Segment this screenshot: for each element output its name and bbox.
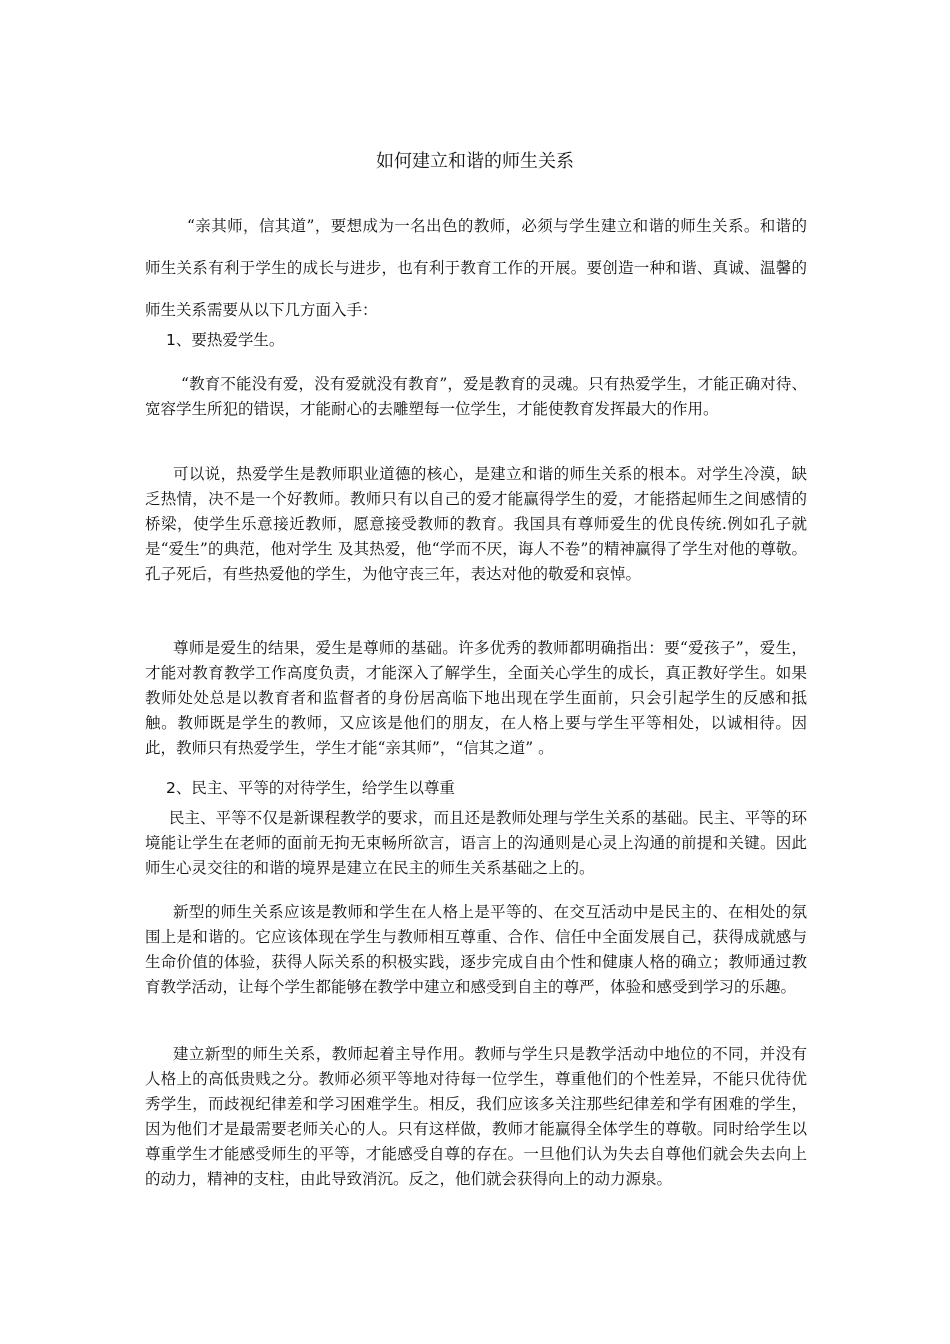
section-1-paragraph-2: 可以说，热爱学生是教师职业道德的核心，是建立和谐的师生关系的根本。对学生冷漠，缺乏热情，决不是一个好教师。教师只有以自己的爱才能赢得学生的爱，才能搭起师生之间感情的桥梁，使学生乐意接近教师，愿意接受教师的教育。我国具有尊师爱生的优良传统.例如孔子就是“爱生”的典范，他对学生 及其热爱，他“学而不厌，诲人不卷”的精神赢得了学生对他的尊敬。孔子死后，有些热爱他的学生，为他守丧三年，表达对他的敬爱和哀悼。 xyxy=(145,465,807,583)
section-1-paragraph-3: 尊师是爱生的结果，爱生是尊师的基础。许多优秀的教师都明确指出：要“爱孩子”，爱生，才能对教育教学工作高度负责，才能深入了解学生，全面关心学生的成长，真正教好学生。如果教师处处总是以教育者和监督者的身份居高临下地出现在学生面前，只会引起学生的反感和抵触。教师既是学生的教师，又应该是他们的朋友，在人格上要与学生平等相处，以诚相待。因此，教师只有热爱学生，学生才能“亲其师”，“信其之道” 。 xyxy=(145,639,807,757)
document-title: 如何建立和谐的师生关系 xyxy=(376,151,574,172)
section-2-paragraph-2: 新型的师生关系应该是教师和学生在人格上是平等的、在交互活动中是民主的、在相处的氛围上是和谐的。它应该体现在学生与教师相互尊重、合作、信任中全面发展自己，获得成就感与生命价值的体验，获得人际关系的积极实践，逐步完成自由个性和健康人格的确立；教师通过教育教学活动，让每个学生都能够在教学中建立和感受到自主的尊严，体验和感受到学习的乐趣。 xyxy=(145,903,807,996)
section-1-heading: 1、要热爱学生。 xyxy=(166,331,285,349)
section-1-paragraph-1: “教育不能没有爱，没有爱就没有教育”，爱是教育的灵魂。只有热爱学生，才能正确对待、宽容学生所犯的错误，才能耐心的去雕塑每一位学生，才能使教育发挥最大的作用。 xyxy=(145,375,807,418)
intro-paragraph: “亲其师，信其道”，要想成为一名出色的教师，必须与学生建立和谐的师生关系。和谐的师生关系有利于学生的成长与进步，也有利于教育工作的开展。要创造一种和谐、真诚、温馨的师生关系需要从以下几方面入手： xyxy=(145,217,807,319)
section-2-heading: 2、民主、平等的对待学生，给学生以尊重 xyxy=(166,779,455,797)
section-2-paragraph-3: 建立新型的师生关系，教师起着主导作用。教师与学生只是教学活动中地位的不同，并没有人格上的高低贵贱之分。教师必须平等地对待每一位学生，尊重他们的个性差异，不能只优待优秀学生，而歧视纪律差和学习困难学生。相反，我们应该多关注那些纪律差和学有困难的学生，因为他们才是最需要老师关心的人。只有这样做，教师才能赢得全体学生的尊敬。同时给学生以尊重学生才能感受师生的平等，才能感受自尊的存在。一旦他们认为失去自尊他们就会失去向上的动力，精神的支柱，由此导致消沉。反之，他们就会获得向上的动力源泉。 xyxy=(145,1045,807,1188)
section-2-paragraph-1: 民主、平等不仅是新课程教学的要求，而且还是教师处理与学生关系的基础。民主、平等的环境能让学生在老师的面前无拘无束畅所欲言，语言上的沟通则是心灵上沟通的前提和关键。因此师生心灵交往的和谐的境界是建立在民主的师生关系基础之上的。 xyxy=(145,809,807,877)
